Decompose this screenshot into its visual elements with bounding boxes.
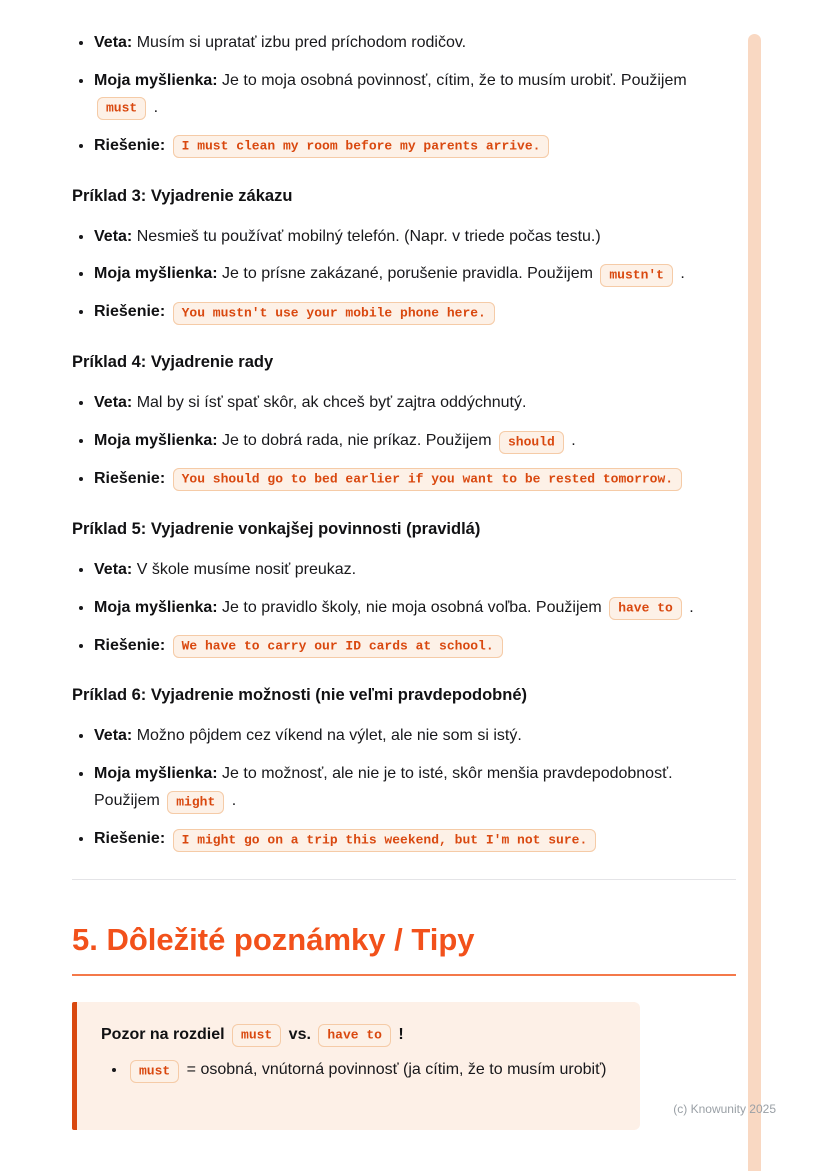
bullet-list xyxy=(72,557,736,660)
bold-label: vs. xyxy=(284,1025,316,1043)
text-run xyxy=(165,137,169,154)
list-item xyxy=(94,428,736,455)
text-run: Je to prísne zakázané, porušenie pravidla. Použijem xyxy=(217,265,598,283)
inline-code: have to xyxy=(609,597,682,620)
text-run xyxy=(165,830,169,847)
text-run: . xyxy=(149,98,159,116)
list-item xyxy=(94,133,736,160)
bold-label: Riešenie: xyxy=(94,830,166,847)
text-run xyxy=(165,470,169,487)
bold-label: Veta: xyxy=(94,560,133,578)
text-run: Je to moja osobná povinnosť, cítim, že to musím urobiť. Použijem xyxy=(217,71,687,89)
scrollbar-track[interactable] xyxy=(748,34,761,1171)
text-run: = osobná, vnútorná povinnosť (ja cítim, že to musím urobiť) xyxy=(182,1061,607,1079)
document-content xyxy=(72,30,736,1130)
inline-code: should xyxy=(499,431,564,454)
bold-label: Riešenie: xyxy=(94,136,166,154)
inline-code: I might go on a trip this weekend, but I'm not sure. xyxy=(173,829,597,852)
list-item xyxy=(94,826,736,853)
example-heading: Príklad 4: Vyjadrenie rady xyxy=(72,353,274,372)
inline-code: You mustn't use your mobile phone here. xyxy=(173,302,495,325)
bold-label: Moja myšlienka: xyxy=(94,265,218,283)
list-item xyxy=(94,261,736,288)
text-run: Nesmieš tu používať mobilný telefón. (Napr. v triede počas testu.) xyxy=(132,227,601,245)
text-run xyxy=(165,303,169,320)
bullet-list xyxy=(72,723,736,853)
inline-code: You should go to bed earlier if you want to be rested tomorrow. xyxy=(173,468,682,491)
list-item xyxy=(94,633,736,660)
bold-label: Veta: xyxy=(94,227,133,245)
list-item xyxy=(94,390,736,417)
bold-label: Riešenie: xyxy=(94,636,166,654)
text-run: Je to dobrá rada, nie príkaz. Použijem xyxy=(217,432,496,449)
inline-code: must xyxy=(97,97,146,120)
bold-label: Veta: xyxy=(94,394,133,412)
callout-title xyxy=(101,1022,616,1048)
inline-code: I must clean my room before my parents arrive. xyxy=(173,135,550,158)
bullet-list xyxy=(72,224,736,327)
example-heading: Príklad 5: Vyjadrenie vonkajšej povinnosti (pravidlá) xyxy=(72,519,481,538)
bold-label: Veta: xyxy=(94,34,133,51)
text-run: . xyxy=(675,265,685,283)
bold-label: Veta: xyxy=(94,727,133,745)
tip-callout xyxy=(72,1002,640,1130)
list-item xyxy=(127,1057,616,1084)
text-run: Musím si upratať izbu pred príchodom rodičov. xyxy=(132,34,467,51)
text-run: V škole musíme nosiť preukaz. xyxy=(132,560,357,578)
example-heading: Príklad 6: Vyjadrenie možnosti (nie veľmi pravdepodobné) xyxy=(72,686,528,705)
copyright-note: (c) Knowunity 2025 xyxy=(673,1102,776,1116)
text-run: Je to pravidlo školy, nie moja osobná voľba. Použijem xyxy=(217,598,607,616)
bold-label: Moja myšlienka: xyxy=(94,765,218,783)
text-run: . xyxy=(566,432,576,449)
bold-label: Riešenie: xyxy=(94,303,166,321)
text-run: Je to možnosť, ale nie je to isté, skôr menšia pravdepodobnosť. Použijem xyxy=(94,765,673,810)
inline-code: mustn't xyxy=(600,264,673,287)
section-divider xyxy=(72,879,736,880)
bold-label: Moja myšlienka: xyxy=(94,598,218,616)
bold-label: Moja myšlienka: xyxy=(94,432,218,449)
list-item xyxy=(94,68,736,122)
list-item xyxy=(94,466,736,493)
text-run: Mal by si ísť spať skôr, ak chceš byť zajtra oddýchnutý. xyxy=(132,394,527,412)
bold-label: Pozor na rozdiel xyxy=(101,1025,230,1043)
bullet-list xyxy=(72,30,736,160)
list-item xyxy=(94,557,736,584)
example-heading: Príklad 3: Vyjadrenie zákazu xyxy=(72,186,293,205)
text-run xyxy=(165,637,169,654)
section-title: 5. Dôležité poznámky / Tipy xyxy=(72,922,736,976)
list-item xyxy=(94,299,736,326)
text-run: Možno pôjdem cez víkend na výlet, ale nie som si istý. xyxy=(132,727,522,745)
inline-code: might xyxy=(167,791,224,814)
inline-code: We have to carry our ID cards at school. xyxy=(173,635,503,658)
text-run: . xyxy=(684,598,694,616)
list-item xyxy=(94,30,736,57)
list-item xyxy=(94,761,736,815)
text-run: . xyxy=(227,792,237,810)
callout-list xyxy=(101,1057,616,1084)
list-item xyxy=(94,723,736,750)
bold-label: ! xyxy=(393,1025,404,1043)
inline-code: have to xyxy=(318,1024,391,1047)
list-item xyxy=(94,224,736,251)
inline-code: must xyxy=(130,1060,179,1083)
list-item xyxy=(94,595,736,622)
bold-label: Moja myšlienka: xyxy=(94,71,218,89)
inline-code: must xyxy=(232,1024,281,1047)
bold-label: Riešenie: xyxy=(94,469,166,487)
bullet-list xyxy=(72,390,736,493)
